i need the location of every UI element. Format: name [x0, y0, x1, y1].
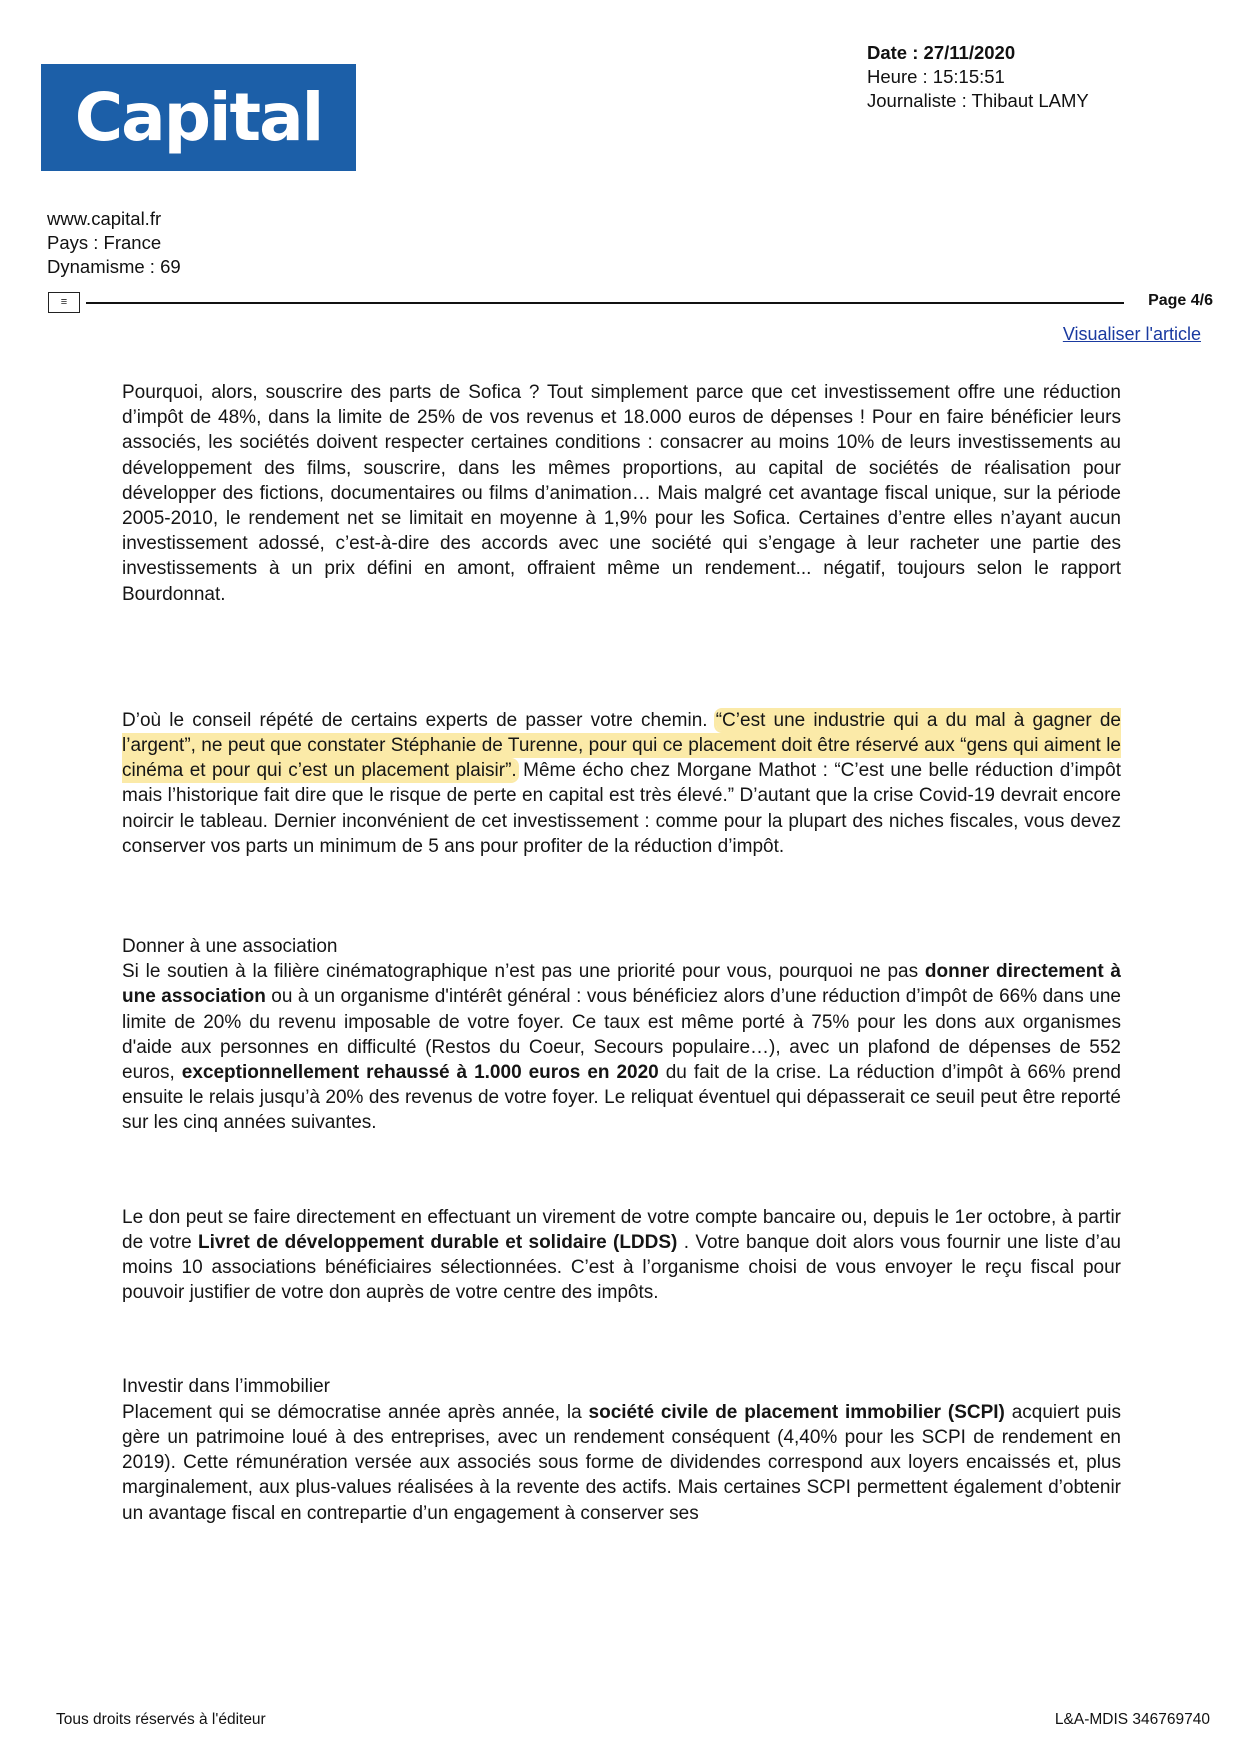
article-date: Date : 27/11/2020: [867, 42, 1016, 63]
source-site: www.capital.fr: [47, 208, 162, 229]
paragraph-experts-intro: D’où le conseil répété de certains experts de passer votre chemin.: [122, 709, 716, 731]
bold-run: exceptionnellement rehaussé à 1.000 euros en 2020: [181, 1062, 659, 1084]
text-run: du fait de la crise. La réduction d’impôt à 66% prend ensuite le relais jusqu’à 20% des revenus de votre foyer. Le reliquat éventuel qui dépasserait ce seuil peut être reporté sur les cinq années suivantes.: [122, 1062, 1121, 1134]
text-run: Le don peut se faire directement en effectuant un virement de votre compte bancaire ou, depuis le 1er octobre, à partir de votre: [122, 1206, 1121, 1253]
footer-reference: L&A-MDIS 346769740: [1054, 1711, 1210, 1728]
text-run: Placement qui se démocratise année après année, la: [122, 1401, 589, 1423]
section-heading-immobilier: Investir dans l’immobilier: [122, 1376, 331, 1398]
paragraph-sofica: Pourquoi, alors, souscrire des parts de Sofica ? Tout simplement parce que cet investissement offre une réduction d’impôt de 48%, dans la limite de 25% de vos revenus et 18.000 euros de dépenses ! Pour en faire bénéficier leurs associés, les sociétés doivent respecter certaines conditions : consacrer au moins 10% de leurs investissements au développement des films, souscrire, dans les mêmes proportions, au capital de sociétés de réalisation pour développer des fictions, documentaires ou films d’animation… Mais malgré cet avantage fiscal unique, sur la période 2005-2010, le rendement net se limitait en moyenne à 1,9% pour les Sofica. Certaines d’entre elles n’ayant aucun investissement adossé, c’est-à-dire des accords avec une société qui s’engage à leur racheter une partie des investissements à un prix défini en amont, offraient même un rendement... négatif, toujours selon le rapport Bourdonnat.: [122, 382, 1121, 605]
text-run: ou à un organisme d'intérêt général : vous bénéficiez alors d’une réduction d’impôt de 66% dans une limite de 20% du revenu imposable de votre foyer. Ce taux est même porté à 75% pour les dons aux organismes d'aide aux personnes en difficulté (Restos du Coeur, Secours populaire…), avec un plafond de dépenses de 552 euros,: [122, 986, 1121, 1084]
source-country: Pays : France: [47, 232, 162, 253]
capital-logo: Capital: [41, 64, 356, 171]
page-number: Page 4/6: [1148, 292, 1213, 309]
source-meta: [47, 207, 181, 279]
bold-run: Livret de développement durable et solidaire (LDDS): [198, 1231, 678, 1253]
footer-rights: Tous droits réservés à l'éditeur: [56, 1711, 266, 1728]
article-list-icon: ≡: [48, 292, 80, 313]
article-body: [122, 380, 1121, 1526]
text-run: . Votre banque doit alors vous fournir une liste d’au moins 10 associations bénéficiaires sélectionnées. C’est à l’organisme choisi de vous envoyer le reçu fiscal pour pouvoir justifier de votre don auprès de votre centre des impôts.: [122, 1231, 1121, 1304]
section-heading-association: Donner à une association: [122, 936, 338, 958]
view-article-link[interactable]: Visualiser l'article: [1062, 324, 1201, 344]
paragraph-ldds: [122, 1205, 1121, 1306]
source-dynamism: Dynamisme : 69: [47, 256, 181, 277]
highlighted-quote: “C’est une industrie qui a du mal à gagner de l’argent”, ne peut que constater Stéphanie de Turenne, pour qui ce placement doit être réservé aux “gens qui aiment le cinéma et pour qui c’est un placement plaisir”.: [122, 709, 1121, 782]
paragraph-association: [122, 959, 1121, 1135]
article-time: Heure : 15:15:51: [867, 66, 1005, 87]
bold-run: donner directement à une association: [122, 961, 1121, 1008]
paragraph-scpi: [122, 1400, 1121, 1526]
paragraph-experts-rest: Même écho chez Morgane Mathot : “C’est une belle réduction d’impôt mais l’historique fait dire que le risque de perte en capital est très élevé.” D’autant que la crise Covid-19 devrait encore noircir le tableau. Dernier inconvénient de cet investissement : comme pour la plupart des niches fiscales, vous devez conserver vos parts un minimum de 5 ans pour profiter de la réduction d’impôt.: [122, 760, 1121, 857]
article-journalist: Journaliste : Thibaut LAMY: [867, 90, 1089, 111]
header-divider: [86, 302, 1124, 304]
article-meta: [867, 41, 1089, 113]
text-run: Si le soutien à la filière cinématographique n’est pas une priorité pour vous, pourquoi ne pas: [122, 961, 925, 983]
paragraph-experts: [122, 708, 1121, 859]
bold-run: société civile de placement immobilier (SCPI): [588, 1401, 1005, 1423]
text-run: acquiert puis gère un patrimoine loué à des entreprises, avec un rendement conséquent (4,40% pour les SCPI de rendement en 2019). Cette rémunération versée aux associés sous forme de dividendes correspond aux loyers encaissés et, plus marginalement, aux plus-values réalisées à la revente des actifs. Mais certaines SCPI permettent également d’obtenir un avantage fiscal en contrepartie d’un engagement à conserver ses: [122, 1401, 1121, 1524]
